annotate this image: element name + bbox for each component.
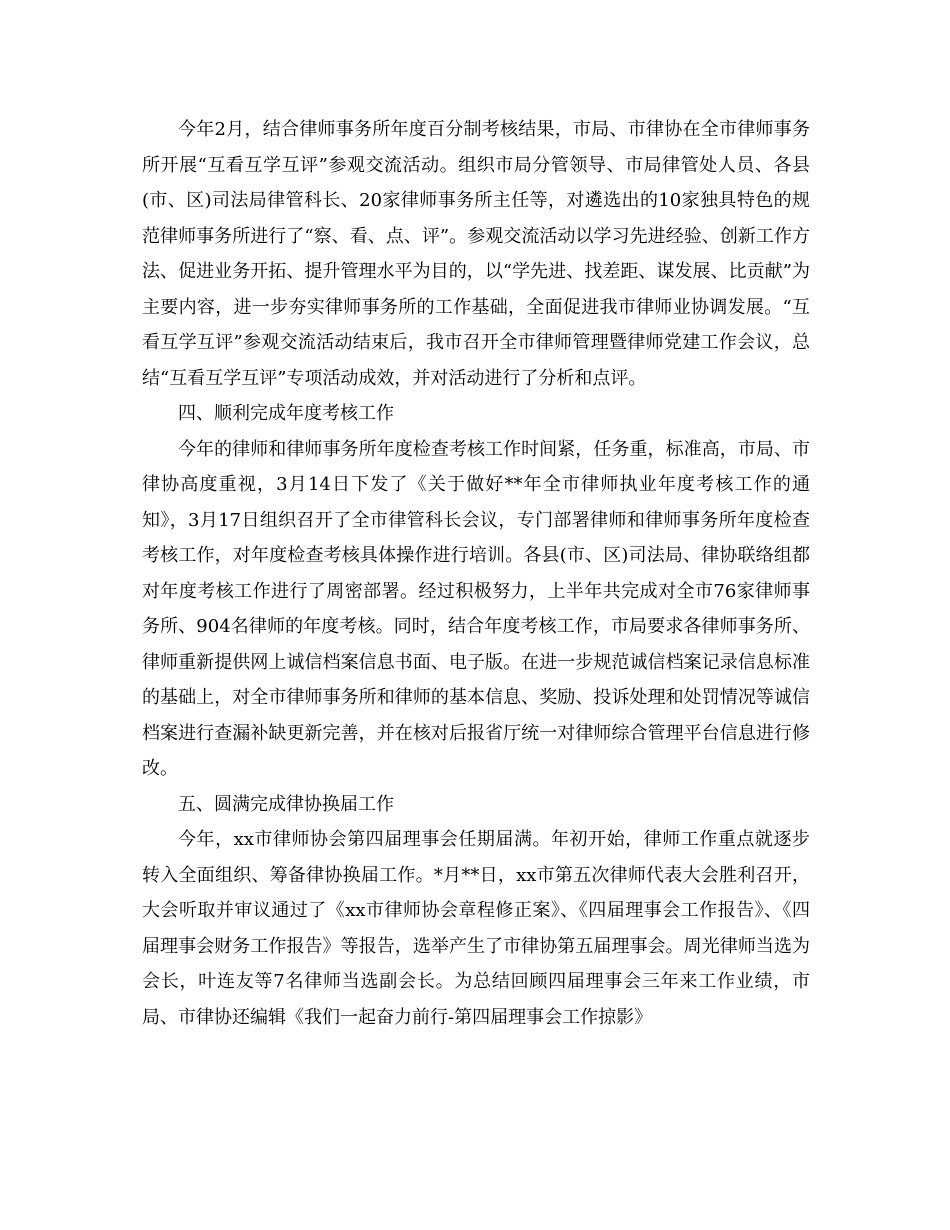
paragraph-mutual-review-activity: 今年2月，结合律师事务所年度百分制考核结果，市局、市律协在全市律师事务所开展“互看互学互评”参观交流活动。组织市局分管领导、市局律管处人员、各县(市、区)司法局律管科长、20家律师事务所主任等，对遴选出的10家独具特色的规范律师事务所进行了“察、看、点、评”。参观交流活动以学习先进经验、创新工作方法、促进业务开拓、提升管理水平为目的，以“学先进、找差距、谋发展、比贡献”为主要内容，进一步夯实律师事务所的工作基础，全面促进我市律师业协调发展。“互看互学互评”参观交流活动结束后，我市召开全市律师管理暨律师党建工作会议，总结“互看互学互评”专项活动成效，并对活动进行了分析和点评。	[142, 119, 810, 389]
paragraph-annual-assessment: 今年的律师和律师事务所年度检查考核工作时间紧，任务重，标准高，市局、市律协高度重视，3月14日下发了《关于做好**年全市律师执业年度考核工作的通知》，3月17日组织召开了全市律管科长会议，专门部署律师和律师事务所年度检查考核工作，对年度检查考核具体操作进行培训。各县(市、区)司法局、律协联络组都对年度考核工作进行了周密部署。经过积极努力，上半年共完成对全市76家律师事务所、904名律师的年度考核。同时，结合年度考核工作，市局要求各律师事务所、律师重新提供网上诚信档案信息书面、电子版。在进一步规范诚信档案记录信息标准的基础上，对全市律师事务所和律师的基本信息、奖励、投诉处理和处罚情况等诚信档案进行查漏补缺更新完善，并在核对后报省厅统一对律师综合管理平台信息进行修改。	[142, 438, 810, 779]
document-body	[142, 112, 810, 1035]
section-heading-annual-assessment: 四、顺利完成年度考核工作	[178, 403, 394, 424]
section-heading-association-election: 五、圆满完成律协换届工作	[178, 793, 394, 815]
paragraph-association-election: 今年，xx市律师协会第四届理事会任期届满。年初开始，律师工作重点就逐步转入全面组织、筹备律协换届工作。*月**日，xx市第五次律师代表大会胜利召开，大会听取并审议通过了《xx市律师协会章程修正案》、《四届理事会工作报告》、《四届理事会财务工作报告》等报告，选举产生了市律协第五届理事会。周光律师当选为会长，叶连友等7名律师当选副会长。为总结回顾四届理事会三年来工作业绩，市局、市律协还编辑《我们一起奋力前行-第四届理事会工作掠影》	[142, 829, 810, 1028]
